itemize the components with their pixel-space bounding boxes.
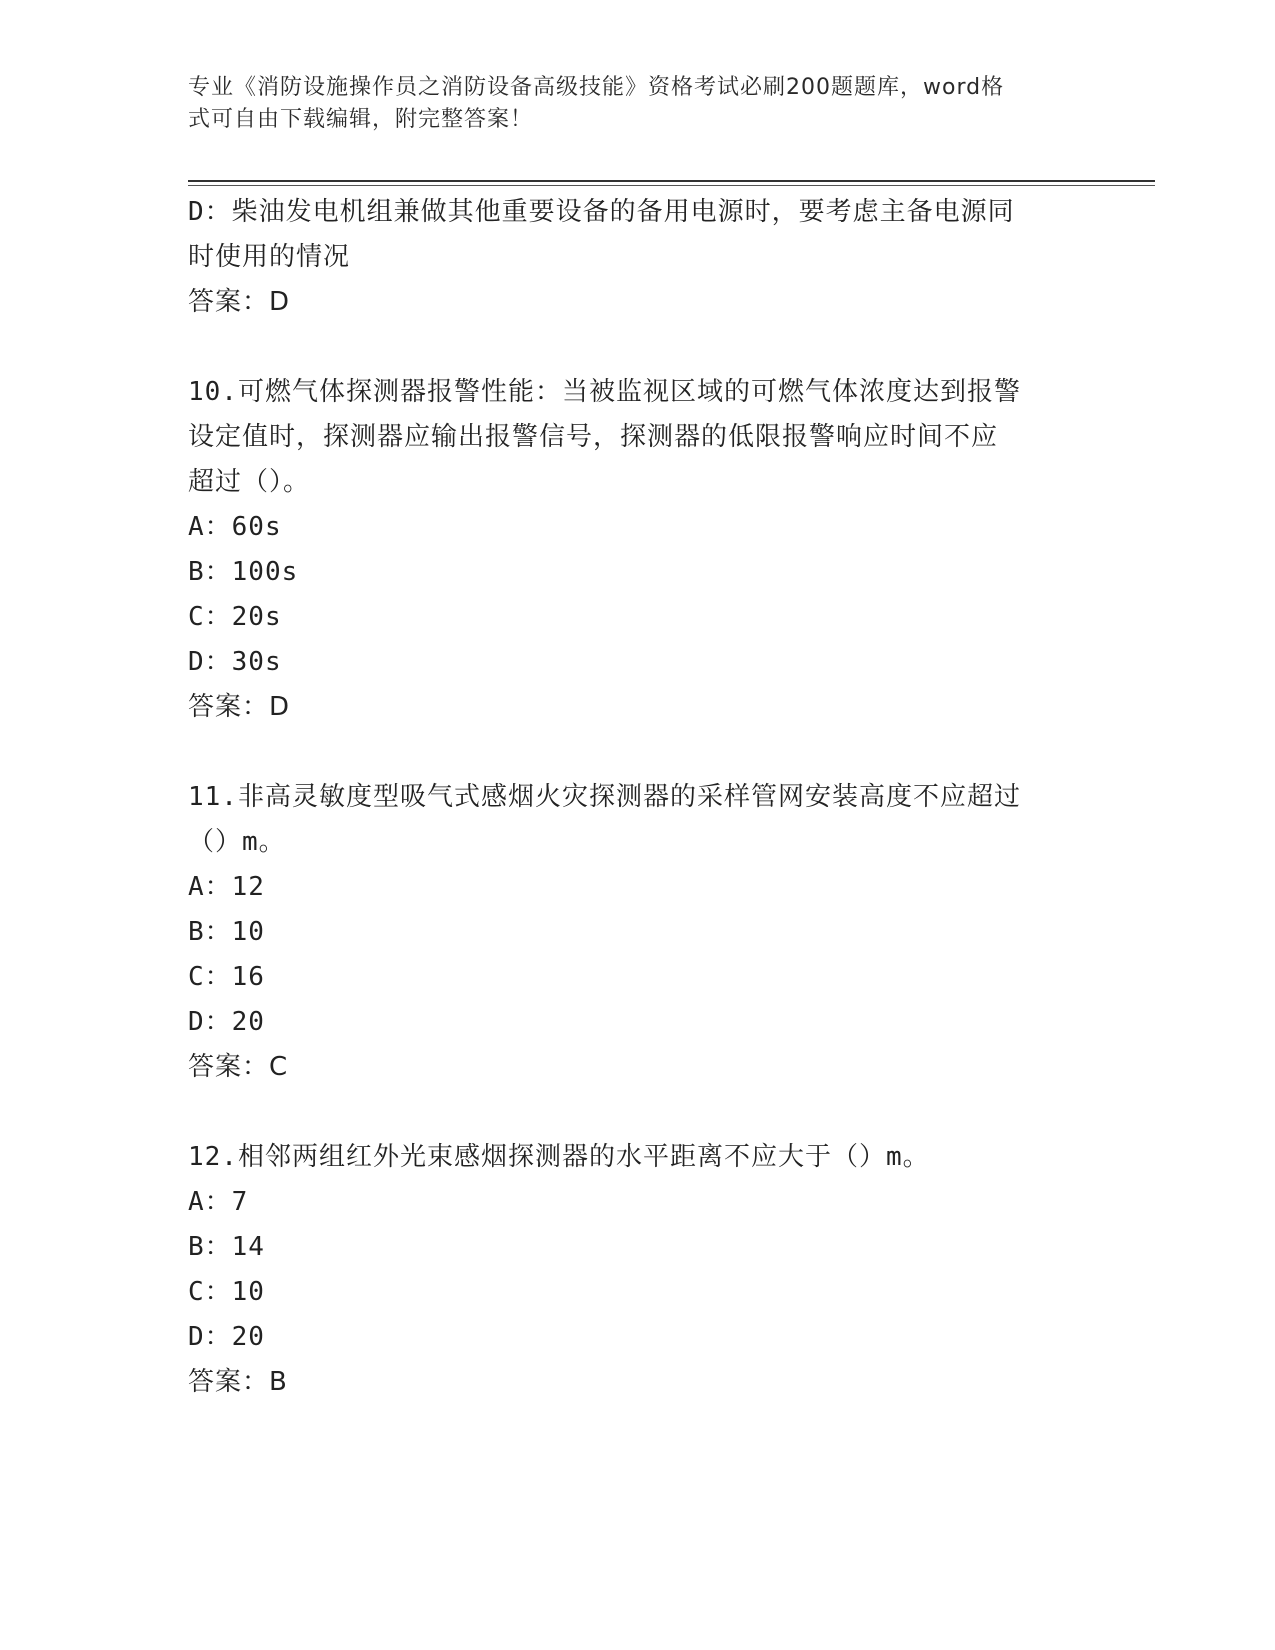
question-text-line: （）m。 (188, 827, 286, 857)
answer-label: 答案：D (188, 287, 291, 317)
option-d: D：30s (188, 647, 282, 677)
answer-label: 答案：B (188, 1367, 288, 1397)
question-text-line: 设定值时，探测器应输出报警信号，探测器的低限报警响应时间不应 (188, 422, 999, 452)
question-text-line: 12.相邻两组红外光束感烟探测器的水平距离不应大于（）m。 (188, 1142, 930, 1172)
header-divider-thick (188, 180, 1155, 182)
question-12 (188, 1135, 1088, 1405)
header-line-1: 专业《消防设施操作员之消防设备高级技能》资格考试必刷200题题库，word格 (188, 75, 1005, 100)
option-b: B：14 (188, 1232, 265, 1262)
option-d-line-2: 时使用的情况 (188, 242, 351, 272)
spacer (188, 325, 1088, 370)
option-a: A：12 (188, 872, 265, 902)
option-d: D：20 (188, 1007, 265, 1037)
question-text-line: 超过（）。 (188, 467, 311, 497)
spacer (188, 1090, 1088, 1135)
question-content (188, 190, 1088, 1405)
option-c: C：16 (188, 962, 265, 992)
header-divider-thin (188, 185, 1155, 186)
option-c: C：10 (188, 1277, 265, 1307)
question-11 (188, 775, 1088, 1090)
option-c: C：20s (188, 602, 282, 632)
option-a: A：7 (188, 1187, 249, 1217)
option-a: A：60s (188, 512, 282, 542)
answer-label: 答案：C (188, 1052, 289, 1082)
option-d-line-1: D：柴油发电机组兼做其他重要设备的备用电源时，要考虑主备电源同 (188, 197, 1015, 227)
question-text-line: 10.可燃气体探测器报警性能：当被监视区域的可燃气体浓度达到报警 (188, 377, 1021, 407)
continued-question (188, 190, 1088, 325)
option-b: B：100s (188, 557, 299, 587)
header-line-2: 式可自由下载编辑，附完整答案！ (188, 107, 534, 132)
option-d: D：20 (188, 1322, 265, 1352)
question-text-line: 11.非高灵敏度型吸气式感烟火灾探测器的采样管网安装高度不应超过 (188, 782, 1021, 812)
spacer (188, 730, 1088, 775)
option-b: B：10 (188, 917, 265, 947)
question-10 (188, 370, 1088, 730)
answer-label: 答案：D (188, 692, 291, 722)
document-header (188, 72, 1068, 136)
